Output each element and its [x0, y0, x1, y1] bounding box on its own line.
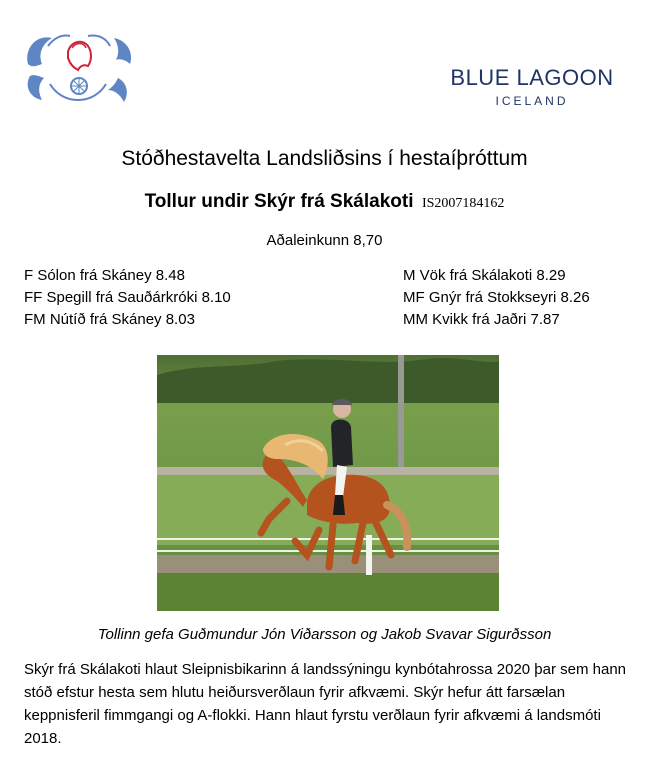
- pedigree-sire-mother: FM Nútíð frá Skáney 8.03: [24, 311, 195, 328]
- blue-lagoon-logo: [448, 66, 616, 109]
- blue-lagoon-sub: ICELAND: [495, 94, 569, 108]
- horse-photo: [157, 355, 499, 611]
- pedigree-dam-side: [403, 265, 590, 331]
- pedigree-sire: F Sólon frá Skáney 8.48: [24, 267, 185, 284]
- document-subtitle: [0, 189, 649, 217]
- pedigree-sire-father: FF Spegill frá Sauðárkróki 8.10: [24, 289, 231, 306]
- photo-caption: Tollinn gefa Guðmundur Jón Viðarsson og Jakob Svavar Sigurðsson: [97, 626, 552, 643]
- pedigree-dam: M Vök frá Skálakoti 8.29: [403, 267, 566, 284]
- overall-score: Aðaleinkunn 8,70: [266, 232, 383, 249]
- body-paragraph: Skýr frá Skálakoti hlaut Sleipnisbikarinn á landssýningu kynbótahrossa 2020 þar sem hann stóð efstur hesta sem hlutu heiðursverðlaun fyrir afkvæmi. Skýr hefur átt farsælan keppnisferil fimmgangi og A-flokki. Hann hlaut fyrstu verðlaun fyrir afkvæmi á landsmóti 2018.: [24, 661, 627, 747]
- horse-name: Tollur undir Skýr frá Skálakoti: [144, 191, 414, 212]
- blue-lagoon-name: BLUE LAGOON: [450, 65, 614, 90]
- registration-number: IS2007184162: [421, 196, 505, 211]
- lh-logo: [22, 24, 136, 110]
- pedigree-sire-side: [24, 265, 231, 331]
- pedigree-dam-father: MF Gnýr frá Stokkseyri 8.26: [403, 289, 590, 306]
- pedigree-dam-mother: MM Kvikk frá Jaðri 7.87: [403, 311, 560, 328]
- document-title: Stóðhestavelta Landsliðsins í hestaíþróttum: [121, 147, 528, 170]
